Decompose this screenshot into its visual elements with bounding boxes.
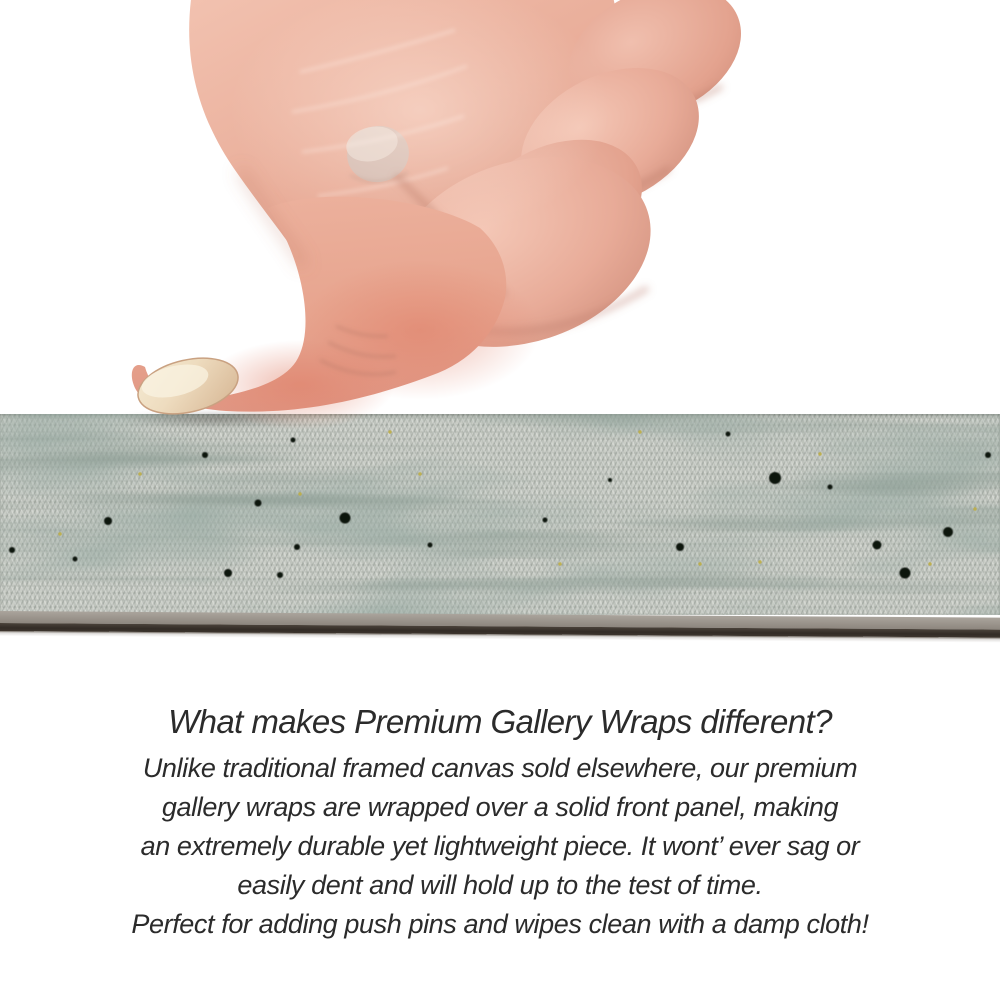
caption-line: gallery wraps are wrapped over a solid front panel, making <box>161 792 839 822</box>
caption-line: Perfect for adding push pins and wipes clean with a damp cloth! <box>131 909 869 939</box>
canvas-edge-photo <box>0 414 1000 650</box>
hand-illustration <box>0 0 1000 432</box>
canvas-paint-texture <box>0 414 1000 615</box>
caption-line: Unlike traditional framed canvas sold elsewhere, our premium <box>142 753 858 783</box>
caption-line: easily dent and will hold up to the test of time. <box>237 870 763 900</box>
caption-block <box>0 701 1000 944</box>
thumb <box>132 197 540 430</box>
caption-line: an extremely durable yet lightweight piece. It wont’ ever sag or <box>140 831 860 861</box>
hand-photo <box>0 0 1000 432</box>
caption-heading: What makes Premium Gallery Wraps different? <box>168 703 832 740</box>
panel-edge <box>0 611 1000 643</box>
